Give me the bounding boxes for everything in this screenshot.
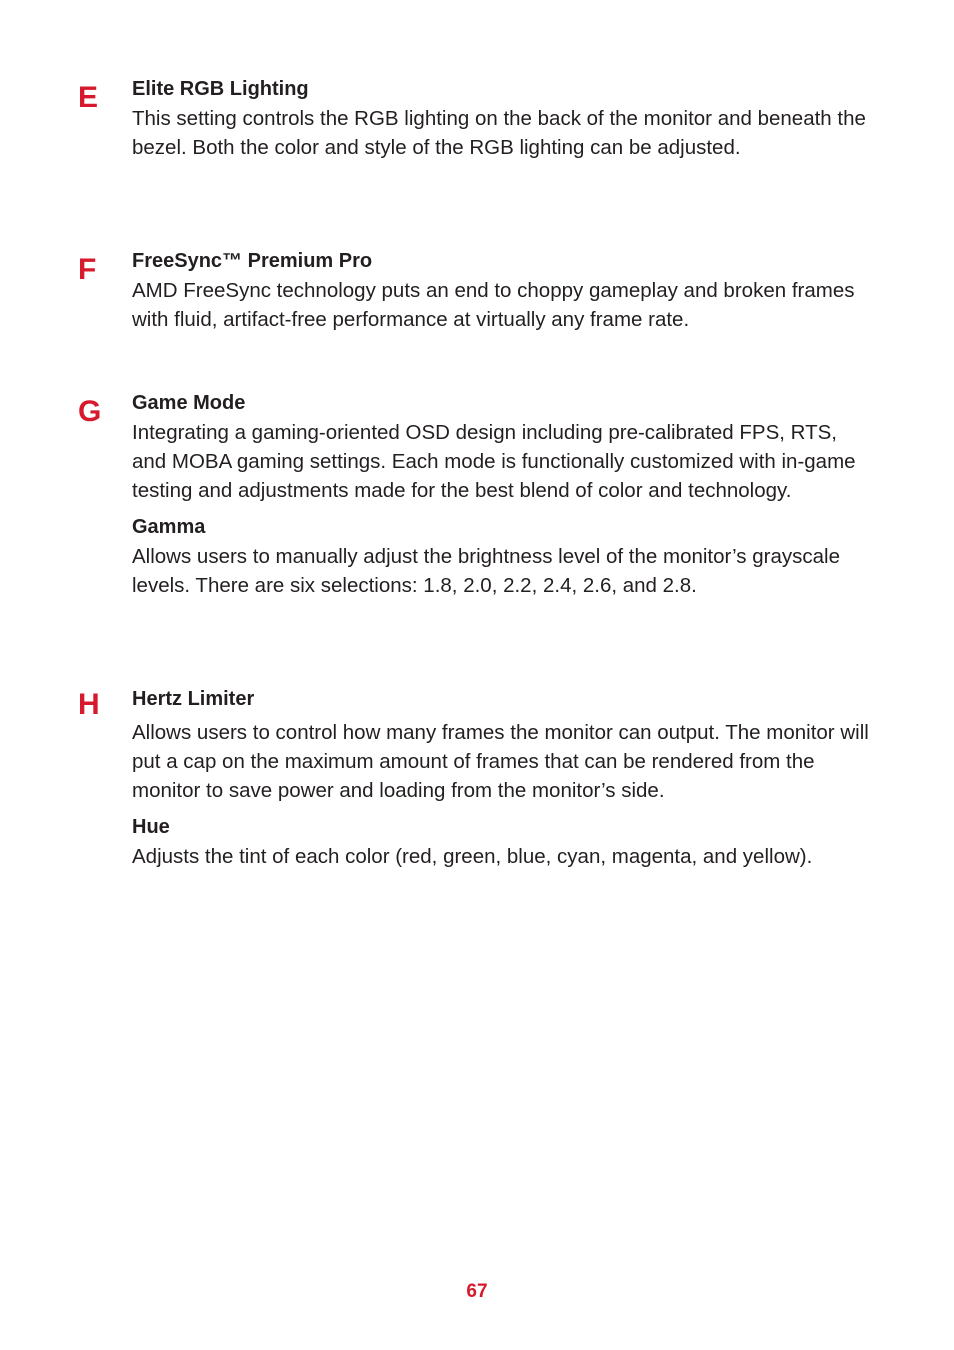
- entry-description: Allows users to manually adjust the brightness level of the monitor’s grayscale levels. There are six selections: 1.8, 2.0, 2.2, 2.4, 2.6, and 2.8.: [132, 545, 840, 597]
- entry-term: Hertz Limiter: [132, 688, 255, 710]
- section-content: [132, 247, 872, 334]
- entry-term: Elite RGB Lighting: [132, 78, 309, 100]
- section-content: [132, 75, 872, 162]
- section-letter: F: [78, 253, 97, 286]
- entry-description: AMD FreeSync technology puts an end to choppy gameplay and broken frames with fluid, artifact-free performance at virtually any frame rate.: [132, 279, 855, 331]
- entry-term: Gamma: [132, 516, 206, 538]
- section-content: [132, 389, 872, 600]
- entry-term: Hue: [132, 816, 170, 838]
- entry-term: Game Mode: [132, 392, 246, 414]
- entry-description: Allows users to control how many frames the monitor can output. The monitor will put a cap on the maximum amount of frames that can be rendered from the monitor to save power and loading from the monitor’s side.: [132, 721, 869, 802]
- section-letter: G: [78, 395, 102, 428]
- page-number: 67: [466, 1281, 488, 1302]
- section-letter: H: [78, 688, 100, 721]
- entry-description: Integrating a gaming-oriented OSD design including pre-calibrated FPS, RTS, and MOBA gaming settings. Each mode is functionally customized with in-game testing and adjustments made for the best blend of color and technology.: [132, 421, 856, 502]
- entry-description: This setting controls the RGB lighting on the back of the monitor and beneath the bezel. Both the color and style of the RGB lighting can be adjusted.: [132, 107, 866, 159]
- entry-description: Adjusts the tint of each color (red, green, blue, cyan, magenta, and yellow).: [132, 845, 813, 868]
- entry-term: FreeSync™ Premium Pro: [132, 250, 373, 272]
- section-letter: E: [78, 81, 99, 114]
- section-content: [132, 685, 872, 871]
